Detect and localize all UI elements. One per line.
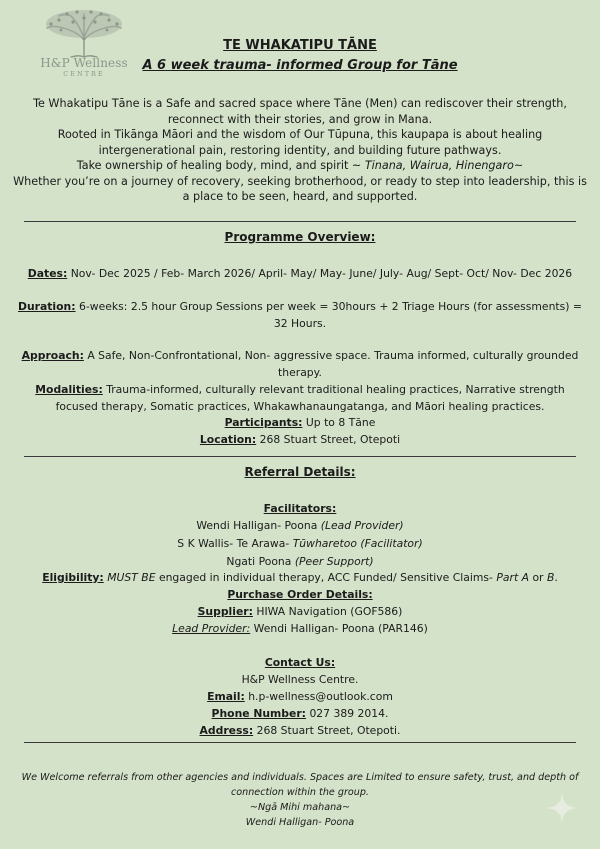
dates-row <box>14 266 586 283</box>
intro-line: Rooted in Tikānga Māori and the wisdom of Our Tūpuna, this kaupapa is about healing intergenerational pain, restoring identity, and building future pathways. <box>57 128 543 157</box>
lead-provider-label: Lead Provider: <box>172 622 251 635</box>
location-value: 268 Stuart Street, Otepoti <box>259 433 401 446</box>
location-label: Location: <box>199 433 257 446</box>
facilitator-row <box>14 554 586 571</box>
intro-line-text: Take ownership of healing body, mind, and spirit ~ <box>76 159 365 172</box>
modalities-row <box>14 382 586 415</box>
intro-line <box>12 158 588 174</box>
eligibility-row <box>14 570 586 587</box>
eligibility-part-a: Part A <box>496 571 530 584</box>
facilitator-name: Wendi Halligan- Poona <box>196 519 321 532</box>
lead-provider-value: Wendi Halligan- Poona (PAR146) <box>253 622 428 635</box>
participants-row <box>14 415 586 432</box>
overview-title: Programme Overview: <box>224 230 376 244</box>
contact-title: Contact Us: <box>264 656 336 669</box>
duration-row <box>14 299 586 332</box>
dates-value: Nov- Dec 2025 / Feb- March 2026/ April- May/ May- June/ July- Aug/ Sept- Oct/ Nov- Dec 2026 <box>70 267 573 280</box>
intro-line: Whether you’re on a journey of recovery, seeking brotherhood, or ready to step into leadership, this is a place to be seen, heard, and supported. <box>13 174 587 203</box>
facilitator-name: S K Wallis- Te Arawa- <box>177 537 293 550</box>
sparkle-icon <box>544 790 580 826</box>
footer-signature: Wendi Halligan- Poona <box>245 817 355 828</box>
email-link[interactable]: h.p-wellness@outlook.com <box>248 690 393 703</box>
supplier-value: HIWA Navigation (GOF586) <box>256 605 403 618</box>
approach-row <box>14 348 586 381</box>
intro-line: Te Whakatipu Tāne is a Safe and sacred space where Tāne (Men) can rediscover their strength, reconnect with their stories, and grow in Mana. <box>33 97 567 126</box>
participants-value: Up to 8 Tāne <box>305 416 376 429</box>
address-value: 268 Stuart Street, Otepoti. <box>256 724 401 737</box>
eligibility-text: engaged in individual therapy, ACC Funded/ Sensitive Claims- <box>155 571 497 584</box>
po-title: Purchase Order Details: <box>227 588 373 601</box>
lead-provider-row <box>14 621 586 638</box>
page-title: TE WHAKATIPU TĀNE <box>223 38 377 53</box>
location-row <box>14 432 586 449</box>
footer-note: We Welcome referrals from other agencies and individuals. Spaces are Limited to ensure safety, trust, and depth of connection within the group. <box>21 772 579 798</box>
logo-subtitle: CENTRE <box>63 70 105 78</box>
eligibility-label: Eligibility: <box>42 571 104 584</box>
address-label: Address: <box>199 724 254 737</box>
eligibility-or: or <box>529 571 547 584</box>
supplier-row <box>14 604 586 621</box>
phone-value[interactable]: 027 389 2014. <box>309 707 389 720</box>
facilitators-title: Facilitators: <box>263 502 337 515</box>
facilitator-role: (Peer Support) <box>294 555 374 568</box>
facilitator-row <box>14 536 586 553</box>
approach-label: Approach: <box>21 349 84 362</box>
email-label: Email: <box>207 690 245 703</box>
facilitator-role: (Lead Provider) <box>320 519 404 532</box>
intro-text <box>12 96 588 205</box>
footer <box>20 770 580 830</box>
supplier-label: Supplier: <box>197 605 253 618</box>
facilitator-row <box>14 518 586 535</box>
facilitator-role: Tūwharetoo (Facilitator) <box>292 537 423 550</box>
intro-line-italic: Tinana, Wairua, Hinengaro~ <box>364 159 524 172</box>
page-subtitle: A 6 week trauma- informed Group for Tāne <box>142 58 458 73</box>
approach-value: A Safe, Non-Confrontational, Non- aggressive space. Trauma informed, culturally grounded therapy. <box>87 349 579 379</box>
contact-org: H&P Wellness Centre. <box>241 673 359 686</box>
divider <box>24 742 576 743</box>
modalities-label: Modalities: <box>35 383 103 396</box>
email-row <box>14 689 586 706</box>
participants-label: Participants: <box>224 416 303 429</box>
duration-label: Duration: <box>18 300 76 313</box>
divider <box>24 456 576 457</box>
eligibility-part-b: B <box>546 571 555 584</box>
eligibility-must: MUST BE <box>107 571 156 584</box>
eligibility-end: . <box>554 571 558 584</box>
referral-title: Referral Details: <box>244 465 356 479</box>
divider <box>24 221 576 222</box>
phone-label: Phone Number: <box>211 707 306 720</box>
dates-label: Dates: <box>27 267 68 280</box>
phone-row <box>14 706 586 723</box>
logo-name: H&P Wellness <box>40 56 128 70</box>
footer-greeting: ~Ngā Mihi mahana~ <box>249 802 351 813</box>
address-row <box>14 723 586 740</box>
modalities-value: Trauma-informed, culturally relevant traditional healing practices, Narrative strength focused therapy, Somatic practices, Whakawhanaungatanga, and Māori healing practices. <box>55 383 565 413</box>
duration-value: 6-weeks: 2.5 hour Group Sessions per week = 30hours + 2 Triage Hours (for assessments) = 32 Hours. <box>79 300 582 330</box>
facilitator-name: Ngati Poona <box>226 555 295 568</box>
